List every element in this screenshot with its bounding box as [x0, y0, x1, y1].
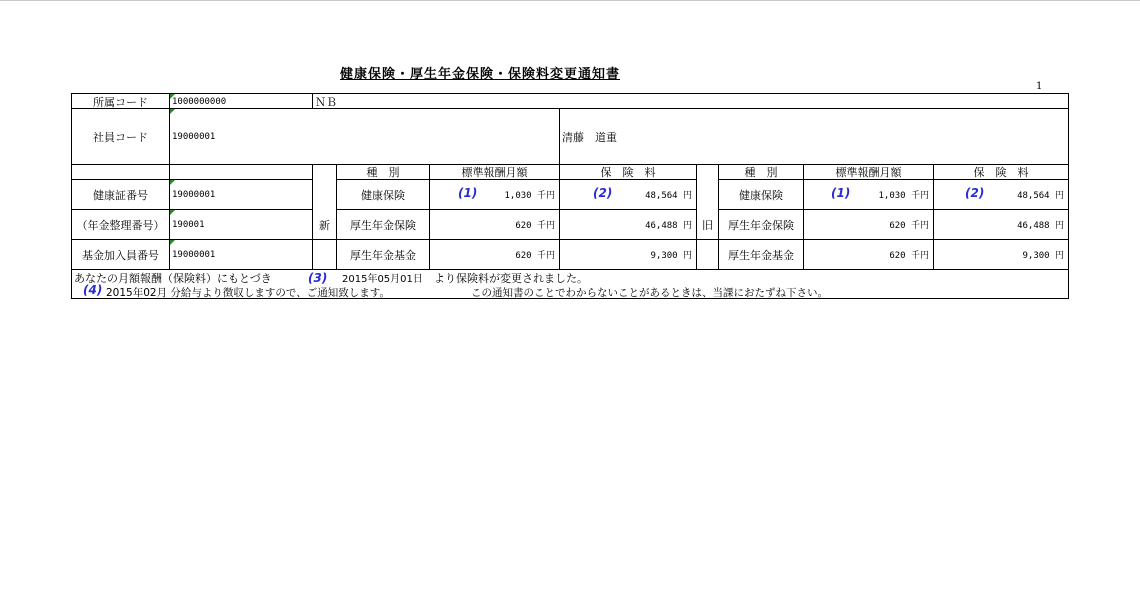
employee-code-label: 社員コード: [93, 130, 148, 144]
message-line2-text: 2015年02月 分給与より徴収しますので、ご通知致します。: [106, 287, 390, 299]
cell-comment-marker: [170, 180, 175, 185]
cell-comment-marker: [170, 210, 175, 215]
dept-code-label: 所属コード: [93, 95, 148, 109]
old-health-type: 健康保険: [739, 188, 783, 202]
old-fund-premium: 9,300 円: [1022, 251, 1064, 261]
old-section-label: 旧: [702, 218, 713, 232]
old-health-standard: 1,030 千円: [878, 191, 929, 201]
marker-1-old: (1): [831, 186, 851, 200]
old-fund-standard: 620 千円: [889, 251, 929, 261]
cell-comment-marker: [170, 109, 175, 114]
marker-2-new: (2): [593, 186, 613, 200]
old-premium-header: 保 険 料: [973, 166, 1029, 179]
change-date: 2015年05月01日: [342, 274, 423, 285]
new-fund-type: 厚生年金基金: [350, 248, 416, 262]
pension-number-label: （年金整理番号）: [76, 218, 165, 232]
employee-name-value: 清藤 道重: [562, 130, 617, 144]
new-pension-premium: 46,488 円: [645, 221, 692, 231]
insurance-card-label: 健康証番号: [93, 188, 148, 202]
dept-name-value: ＮＢ: [315, 95, 337, 109]
old-fund-type: 厚生年金基金: [728, 248, 794, 262]
page-number: 1: [1036, 81, 1043, 92]
message-line1-text: あなたの月額報酬（保険料）にもとづき: [74, 272, 272, 285]
marker-3: (3): [308, 271, 328, 285]
new-health-standard: 1,030 千円: [504, 191, 555, 201]
old-pension-standard: 620 千円: [889, 221, 929, 231]
top-border-line: [0, 0, 1140, 1]
old-pension-type: 厚生年金保険: [728, 218, 794, 232]
new-type-header: 種 別: [366, 166, 400, 179]
dept-code-value: 1000000000: [172, 96, 227, 107]
old-pension-premium: 46,488 円: [1017, 221, 1064, 231]
employee-code-value: 19000001: [172, 131, 216, 142]
cell-comment-marker: [170, 240, 175, 245]
new-pension-standard: 620 千円: [515, 221, 555, 231]
cell-comment-marker: [170, 94, 175, 99]
message-line2-contact: この通知書のことでわからないことがあるときは、当課におたずね下さい。: [471, 287, 828, 299]
old-type-header: 種 別: [744, 166, 778, 179]
message-line1-suffix: より保険料が変更されました。: [434, 272, 588, 285]
fund-member-label: 基金加入員番号: [82, 248, 159, 262]
new-pension-type: 厚生年金保険: [350, 218, 416, 232]
marker-2-old: (2): [965, 186, 985, 200]
marker-4: (4): [83, 283, 103, 297]
new-premium-header: 保 険 料: [600, 166, 656, 179]
marker-1-new: (1): [458, 186, 478, 200]
pension-number-value: 190001: [172, 219, 205, 230]
new-health-premium: 48,564 円: [645, 191, 692, 201]
new-section-label: 新: [319, 218, 330, 232]
new-fund-premium: 9,300 円: [650, 251, 692, 261]
new-health-type: 健康保険: [361, 188, 405, 202]
insurance-card-value: 19000001: [172, 189, 216, 200]
new-standard-header: 標準報酬月額: [461, 166, 528, 179]
notice-table: [71, 93, 1069, 299]
old-health-premium: 48,564 円: [1017, 191, 1064, 201]
fund-member-value: 19000001: [172, 249, 216, 260]
new-fund-standard: 620 千円: [515, 251, 555, 261]
document-title: 健康保険・厚生年金保険・保険料変更通知書: [340, 67, 621, 82]
old-standard-header: 標準報酬月額: [835, 166, 902, 179]
